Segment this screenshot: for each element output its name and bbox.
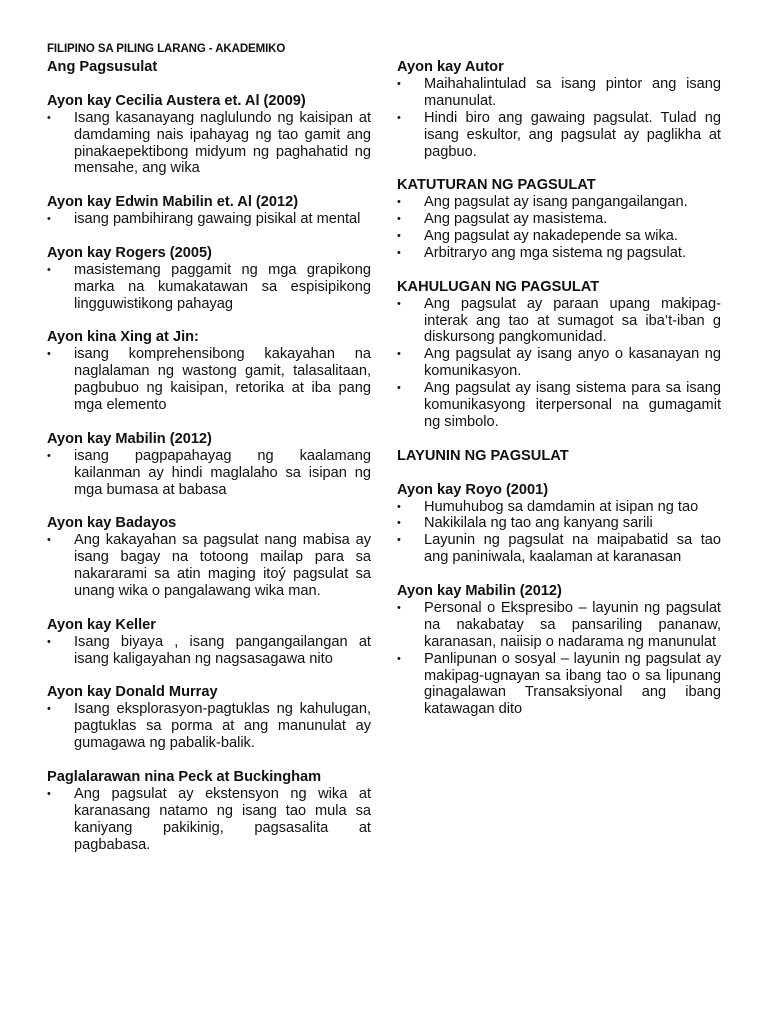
list-item-text: Ang kakayahan sa pagsulat nang mabisa ay isang bagay na totoong mailap para sa nakararami sa atin maging itoý pagsulat sa unang wika o pangalawang wika man.: [74, 532, 371, 599]
section-title: Paglalarawan nina Peck at Buckingham: [47, 768, 322, 785]
spacer: [397, 431, 721, 448]
bullet-list: [47, 701, 371, 752]
section: [47, 769, 371, 854]
section-title: KAHULUGAN NG PAGSULAT: [397, 278, 600, 295]
list-item-text: Nakikilala ng tao ang kanyang sarili: [424, 515, 653, 532]
left-sections: [47, 93, 371, 854]
document-header: FILIPINO SA PILING LARANG - AKADEMIKO: [47, 43, 286, 55]
bullet-list: [397, 76, 721, 161]
list-item: [47, 211, 371, 228]
bullet-list: [47, 532, 371, 600]
list-item: [47, 262, 371, 313]
section-title: Ayon kay Mabilin (2012): [47, 430, 212, 447]
spacer: [47, 313, 371, 330]
list-item: [47, 532, 371, 600]
list-item: [397, 296, 721, 347]
list-item: [397, 211, 721, 228]
list-item-text: Personal o Ekspresibo – layunin ng pagsulat na nakabatay sa pansariling pananaw, karanasan, naiisip o nadarama ng manunulat: [424, 599, 721, 650]
list-item: [397, 532, 721, 566]
spacer: [397, 262, 721, 279]
bullet-list: [47, 211, 371, 228]
bullet-icon: •: [397, 213, 401, 226]
bullet-icon: •: [397, 500, 401, 513]
list-item-text: Panlipunan o sosyal – layunin ng pagsulat ay makipag-ugnayan sa ibang tao o sa lipunang ginagalawan Transaksiyonal ang ibang katawagan dito: [424, 650, 721, 718]
bullet-list: [47, 786, 371, 854]
list-item-text: Isang biyaya , isang pangangailangan at isang kaligayahan ng nagsasagawa nito: [74, 633, 371, 667]
section-title: Ayon kay Rogers (2005): [47, 244, 212, 261]
section-title: Ayon kay Mabilin (2012): [397, 583, 562, 600]
bullet-icon: •: [47, 787, 51, 800]
list-item-text: Ang pagsulat ay paraan upang makipag-interak ang tao at sumagot sa iba’t-iban g diskursong pangkomunidad.: [424, 295, 721, 346]
section: [47, 617, 371, 668]
bullet-icon: •: [397, 652, 401, 665]
list-item-text: Maihahalintulad sa isang pintor ang isang manunulat.: [424, 75, 721, 109]
section-title: KATUTURAN NG PAGSULAT: [397, 177, 596, 194]
section: [397, 177, 721, 262]
list-item: [47, 448, 371, 499]
section: [47, 245, 371, 313]
spacer: [47, 177, 371, 194]
section: [47, 431, 371, 499]
list-item: [397, 380, 721, 431]
bullet-icon: •: [47, 213, 51, 226]
list-item: [397, 346, 721, 380]
bullet-icon: •: [47, 449, 51, 462]
section: [397, 482, 721, 567]
section: [47, 684, 371, 752]
bullet-icon: •: [47, 263, 51, 276]
right-sections: [397, 59, 721, 718]
spacer: [47, 414, 371, 431]
section-title: Ayon kay Keller: [47, 616, 156, 633]
list-item: [397, 600, 721, 651]
list-item: [47, 346, 371, 414]
section: [397, 279, 721, 431]
bullet-icon: •: [47, 111, 51, 124]
list-item: [47, 701, 371, 752]
bullet-list: [47, 346, 371, 414]
bullet-icon: •: [397, 297, 401, 310]
spacer: [47, 498, 371, 515]
spacer: [47, 600, 371, 617]
spacer: [47, 76, 371, 93]
section: [47, 329, 371, 414]
list-item: [397, 76, 721, 110]
list-item-text: Isang kasanayang naglulundo ng kaisipan at damdaming nais ipahayag ng tao gamit ang pinakaepektibong midyum ng paghahatid ng mensahe, ang wika: [74, 109, 371, 177]
bullet-icon: •: [397, 230, 401, 243]
section: [397, 59, 721, 160]
list-item: [397, 515, 721, 532]
section-title: Ayon kay Donald Murray: [47, 684, 218, 701]
list-item: [397, 499, 721, 516]
bullet-list: [47, 634, 371, 668]
list-item: [397, 228, 721, 245]
section-title: Ayon kay Edwin Mabilin et. Al (2012): [47, 194, 299, 211]
section: [47, 93, 371, 178]
spacer: [47, 668, 371, 685]
bullet-list: [47, 448, 371, 499]
list-item: [47, 786, 371, 854]
bullet-list: [397, 499, 721, 567]
list-item: [397, 245, 721, 262]
bullet-icon: •: [397, 517, 401, 530]
list-item-text: Ang pagsulat ay ekstensyon ng wika at karanasang natamo ng isang tao mula sa kaniyang pakikinig, pagsasalita at pagbabasa.: [74, 785, 371, 853]
section-title: Ayon kina Xing at Jin:: [47, 329, 199, 346]
section-title: Ayon kay Cecilia Austera et. Al (2009): [47, 92, 306, 109]
bullet-list: [47, 262, 371, 313]
list-item-text: isang pagpapahayag ng kaalamang kailanman ay hindi maglalaho sa isipan ng mga bumasa at babasa: [74, 447, 371, 498]
list-item-text: Hindi biro ang gawaing pagsulat. Tulad ng isang eskultor, ang pagsulat ay paglikha at pagbuo.: [424, 109, 721, 160]
spacer: [397, 160, 721, 177]
left-column: [47, 59, 371, 853]
list-item: [397, 194, 721, 211]
bullet-icon: •: [397, 382, 401, 395]
section: [397, 448, 721, 465]
bullet-icon: •: [47, 635, 51, 648]
list-item-text: Layunin ng pagsulat na maipabatid sa tao ang paniniwala, kaalaman at karanasan: [424, 532, 721, 566]
bullet-icon: •: [397, 348, 401, 361]
bullet-icon: •: [397, 534, 401, 547]
spacer: [397, 566, 721, 583]
bullet-icon: •: [397, 77, 401, 90]
list-item-text: isang komprehensibong kakayahan na naglalaman ng wastong gamit, talasalitaan, pagbubuo ng kaisipan, retorika at iba pang mga elemento: [74, 346, 371, 414]
section: [397, 583, 721, 718]
section-title: Ayon kay Badayos: [47, 515, 177, 532]
list-item: [397, 110, 721, 161]
list-item-text: Ang pagsulat ay isang pangangailangan.: [424, 194, 688, 211]
list-item-text: Arbitraryo ang mga sistema ng pagsulat.: [424, 244, 687, 261]
section-title: Ayon kay Royo (2001): [397, 481, 549, 498]
right-column: [397, 59, 721, 718]
bullet-icon: •: [397, 196, 401, 209]
bullet-list: [397, 600, 721, 718]
list-item-text: masistemang paggamit ng mga grapikong marka na kumakatawan sa espisipikong lingguwistikong pahayag: [74, 261, 371, 312]
list-item-text: Ang pagsulat ay isang anyo o kasanayan ng komunikasyon.: [424, 346, 721, 380]
bullet-icon: •: [47, 534, 51, 547]
bullet-icon: •: [47, 703, 51, 716]
section-title: LAYUNIN NG PAGSULAT: [397, 447, 569, 464]
list-item-text: Ang pagsulat ay masistema.: [424, 211, 608, 228]
bullet-icon: •: [397, 246, 401, 259]
spacer: [47, 228, 371, 245]
main-title: Ang Pagsusulat: [47, 59, 158, 75]
bullet-list: [47, 110, 371, 178]
bullet-list: [397, 194, 721, 262]
bullet-icon: •: [47, 348, 51, 361]
list-item: [47, 110, 371, 178]
spacer: [397, 465, 721, 482]
section-title: Ayon kay Autor: [397, 59, 504, 75]
bullet-icon: •: [397, 111, 401, 124]
section: [47, 194, 371, 228]
bullet-icon: •: [397, 601, 401, 614]
list-item-text: Humuhubog sa damdamin at isipan ng tao: [424, 498, 699, 515]
section: [47, 515, 371, 600]
list-item: [47, 634, 371, 668]
list-item-text: Ang pagsulat ay nakadepende sa wika.: [424, 228, 678, 245]
list-item-text: Ang pagsulat ay isang sistema para sa isang komunikasyong iterpersonal na gumagamit ng simbolo.: [424, 380, 721, 430]
list-item: [397, 651, 721, 719]
bullet-list: [397, 296, 721, 431]
list-item-text: isang pambihirang gawaing pisikal at mental: [74, 211, 361, 228]
list-item-text: Isang eksplorasyon-pagtuklas ng kahulugan, pagtuklas sa porma at ang manunulat ay gumagawa ng pabalik-balik.: [74, 701, 371, 752]
spacer: [47, 752, 371, 769]
